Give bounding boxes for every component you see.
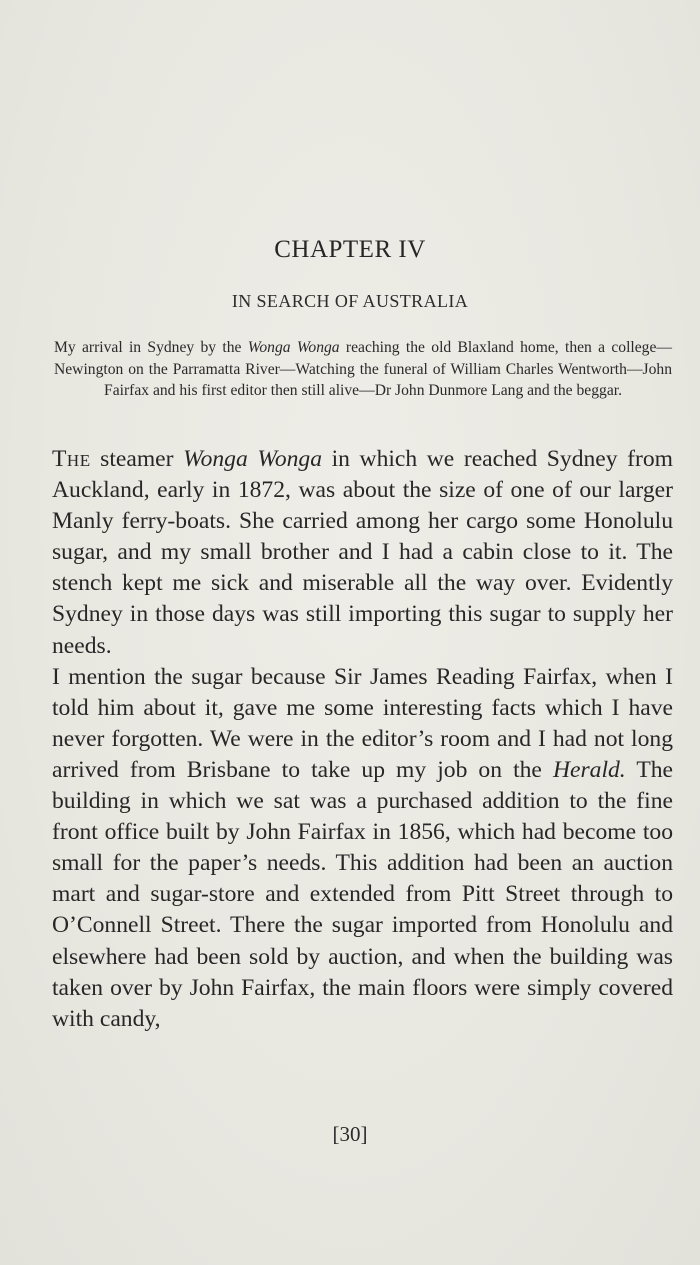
chapter-subtitle: IN SEARCH OF AUSTRALIA: [231, 291, 469, 311]
chapter-title: CHAPTER IV: [274, 236, 426, 263]
synopsis-ship-name: Wonga Wonga: [247, 339, 340, 356]
chapter-synopsis: [54, 337, 672, 402]
synopsis-text-1: My arrival in Sydney by the: [54, 339, 248, 356]
paragraph-1: [52, 444, 673, 662]
synopsis-text-2: reaching the old Blaxland home, then a college—Newington on the Parramatta River—Watching the funeral of William Charles Wentworth—John Fairfax and his first editor then still alive—Dr John Dunmore Lang and the beggar.: [54, 339, 672, 399]
body-text: [52, 444, 673, 1035]
paragraph-2-paper-name: Herald.: [552, 756, 626, 783]
paragraph-1-ship-name: Wonga Wonga: [183, 446, 323, 472]
paragraph-1-text-2: in which we reached Sydney from Auckland, early in 1872, was about the size of one of our larger Manly ferry-boats. She carried among her cargo some Honolulu sugar, and my small brother and I had a cabin close to it. The stench kept me sick and miserable all the way over. Evidently Sydney in those days was still importing this sugar to supply her needs.: [52, 446, 673, 659]
paragraph-2: [52, 662, 673, 1035]
page-number: [30]: [332, 1122, 368, 1146]
paragraph-1-text-1: steamer: [90, 446, 184, 472]
paragraph-2-text-2: The building in which we sat was a purchased addition to the fine front office built by John Fairfax in 1856, which had become too small for the paper’s needs. This addition had been an auction mart and sugar-store and extended from Pitt Street through to O’Connell Street. There the sugar imported from Honolulu and elsewhere had been sold by auction, and when the building was taken over by John Fairfax, the main floors were simply covered with candy,: [52, 756, 674, 1032]
paragraph-2-text-1: I mention the sugar because Sir James Reading Fairfax, when I told him about it, gave me some interesting facts which I have never forgotten. We were in the editor’s room and I had not long arrived from Brisbane to take up my job on the: [52, 663, 673, 783]
paragraph-1-lead: The: [52, 446, 91, 472]
